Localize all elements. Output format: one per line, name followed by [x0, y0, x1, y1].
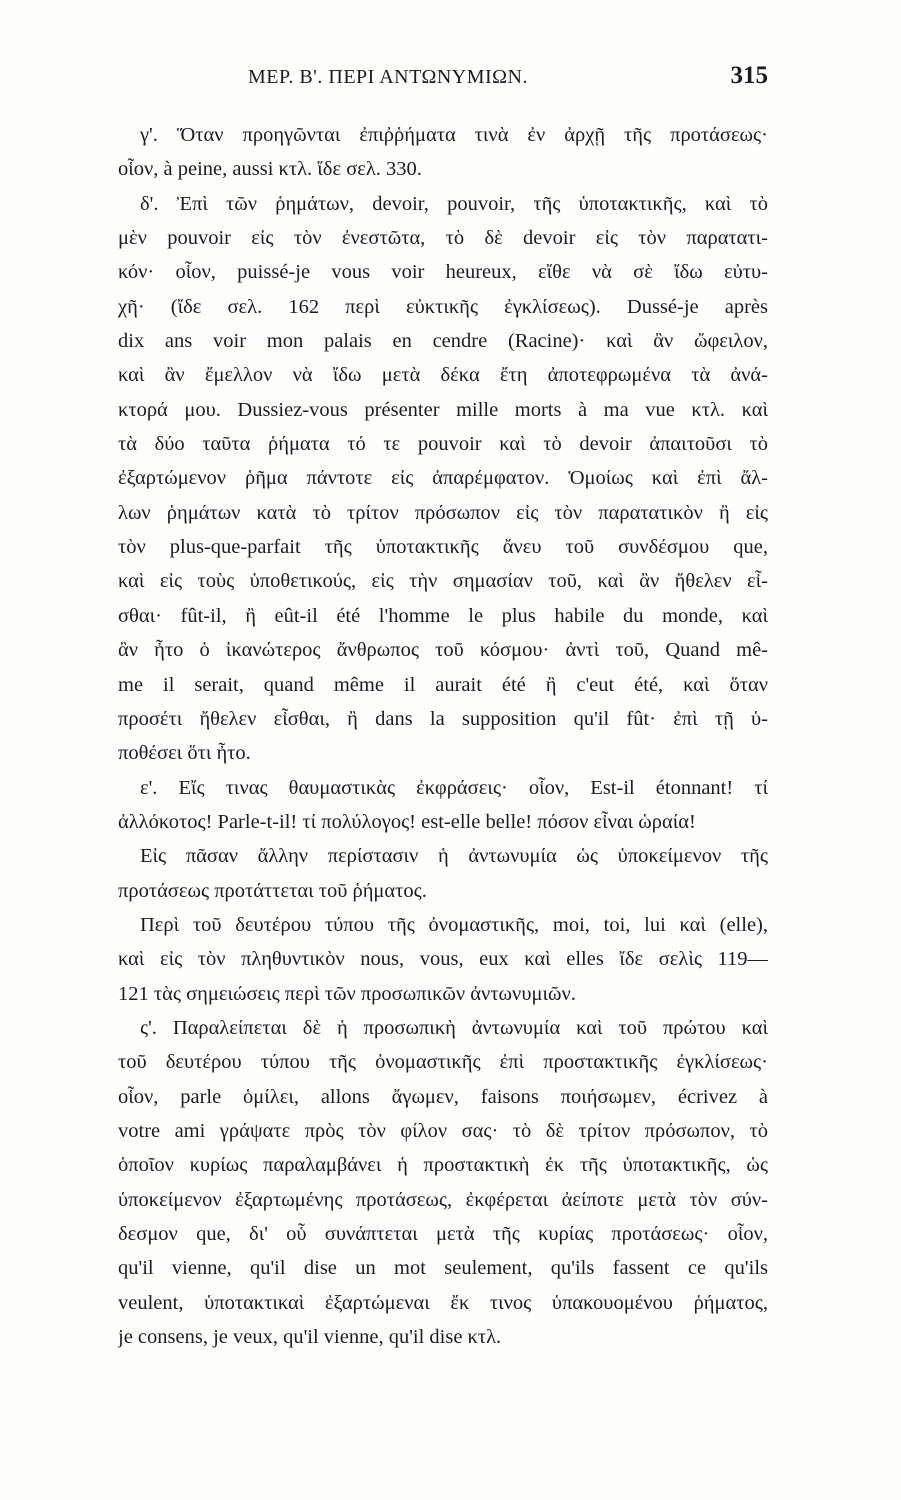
- text-line: dix ans voir mon palais en cendre (Racine)· καὶ ἂν ὤφειλον,: [118, 330, 768, 353]
- text-line: ἀλλόκοτος! Parle-t-il! τί πολύλογος! est-elle belle! πόσον εἶναι ὡραία!: [118, 810, 696, 833]
- text-line: καὶ εἰς τοὺς ὑποθετικούς, εἰς τὴν σημασίαν τοῦ, καὶ ἂν ἤθελεν εἶ-: [118, 570, 768, 593]
- text-line: καὶ ἂν ἔμελλον νὰ ἴδω μετὰ δέκα ἔτη ἀποτεφρωμένα τὰ ἀνά-: [118, 364, 768, 387]
- text-line: ἐξαρτώμενον ῥῆμα πάντοτε εἰς ἀπαρέμφατον. Ὁμοίως καὶ ἐπὶ ἄλ-: [118, 467, 768, 490]
- text-line: ε'. Εἴς τινας θαυμαστικὰς ἐκφράσεις· οἷον, Est-il étonnant! τί: [140, 776, 768, 799]
- text-line: γ'. Ὅταν προηγῶνται ἐπιῤῥήματα τινὰ ἐν ἀρχῇ τῆς προτάσεως·: [140, 124, 768, 146]
- text-line: κόν· οἷον, puissé-je vous voir heureux, εἴθε νὰ σὲ ἴδω εὐτυ-: [118, 261, 768, 284]
- text-line: veulent, ὑποτακτικαὶ ἐξαρτώμεναι ἔκ τινος ὑπακουομένου ῥήματος,: [118, 1291, 768, 1314]
- page-header: [118, 62, 768, 98]
- running-title: ΜΕΡ. Β'. ΠΕΡΙ ΑΝΤΩΝΥΜΙΩΝ.: [248, 66, 528, 88]
- text-line: votre ami γράψατε πρὸς τὸν φίλον σας· τὸ δὲ τρίτον πρόσωπον, τὸ: [118, 1119, 768, 1142]
- text-line: me il serait, quand même il aurait été ἢ c'eut été, καὶ ὅταν: [118, 673, 768, 696]
- text-line: καὶ εἰς τὸν πληθυντικὸν nous, vous, eux καὶ elles ἴδε σελὶς 119—: [118, 948, 768, 971]
- body-text: [118, 118, 768, 1354]
- text-line: κτορά μου. Dussiez-vous présenter mille morts à ma vue κτλ. καὶ: [118, 398, 768, 421]
- text-line: μὲν pouvoir εἰς τὸν ἐνεστῶτα, τὸ δὲ devoir εἰς τὸν παρατατι-: [118, 227, 768, 250]
- text-line: προτάσεως προτάττεται τοῦ ῥήματος.: [118, 879, 427, 902]
- text-line: σθαι· fût-il, ἢ eût-il été l'homme le plus habile du monde, καὶ: [118, 604, 768, 627]
- text-line: τοῦ δευτέρου τύπου τῆς ὀνομαστικῆς ἐπὶ προστακτικῆς ἐγκλίσεως·: [118, 1051, 768, 1074]
- text-line: ὑποκείμενον ἐξαρτωμένης προτάσεως, ἐκφέρεται ἀείποτε μετὰ τὸν σύν-: [118, 1188, 768, 1211]
- text-line: ς'. Παραλείπεται δὲ ἡ προσωπικὴ ἀντωνυμία καὶ τοῦ πρώτου καὶ: [140, 1016, 768, 1039]
- text-line: προσέτι ἤθελεν εἶσθαι, ἢ dans la supposition qu'il fût· ἐπὶ τῇ ὑ-: [118, 707, 768, 730]
- text-line: χῆ· (ἴδε σελ. 162 περὶ εὐκτικῆς ἐγκλίσεως). Dussé-je après: [118, 295, 768, 318]
- text-line: Περὶ τοῦ δευτέρου τύπου τῆς ὀνομαστικῆς, moi, toi, lui καὶ (elle),: [140, 913, 768, 936]
- text-line: δ'. Ἐπὶ τῶν ῥημάτων, devoir, pouvoir, τῆς ὑποτακτικῆς, καὶ τὸ: [140, 192, 768, 215]
- text-line: ἂν ἦτο ὁ ἱκανώτερος ἄνθρωπος τοῦ κόσμου· ἀντὶ τοῦ, Quand mê-: [118, 639, 768, 662]
- text-line: 121 τὰς σημειώσεις περὶ τῶν προσωπικῶν ἀντωνυμιῶν.: [118, 982, 576, 1005]
- text-line: οἷον, à peine, aussi κτλ. ἴδε σελ. 330.: [118, 158, 422, 181]
- text-line: λων ῥημάτων κατὰ τὸ τρίτον πρόσωπον εἰς τὸν παρατατικὸν ἢ εἰς: [118, 501, 768, 524]
- text-line: οἷον, parle ὁμίλει, allons ἄγωμεν, faisons ποιήσωμεν, écrivez à: [118, 1085, 768, 1108]
- text-line: ὁποῖον κυρίως παραλαμβάνει ἡ προστακτικὴ ἐκ τῆς ὑποτακτικῆς, ὡς: [118, 1154, 768, 1177]
- text-line: δεσμον que, δι' οὗ συνάπτεται μετὰ τῆς κυρίας προτάσεως· οἷον,: [118, 1223, 768, 1245]
- text-line: ποθέσει ὅτι ἦτο.: [118, 742, 251, 765]
- text-line: τὸν plus-que-parfait τῆς ὑποτακτικῆς ἄνευ τοῦ συνδέσμου que,: [118, 536, 768, 559]
- text-line: τὰ δύο ταῦτα ῥήματα τό τε pouvoir καὶ τὸ devoir ἀπαιτοῦσι τὸ: [118, 433, 768, 456]
- text-line: je consens, je veux, qu'il vienne, qu'il dise κτλ.: [118, 1326, 502, 1349]
- text-line: qu'il vienne, qu'il dise un mot seulement, qu'ils fassent ce qu'ils: [118, 1257, 768, 1280]
- text-line: Εἰς πᾶσαν ἄλλην περίστασιν ἡ ἀντωνυμία ὡς ὑποκείμενον τῆς: [140, 845, 768, 868]
- page-number: 315: [730, 62, 768, 89]
